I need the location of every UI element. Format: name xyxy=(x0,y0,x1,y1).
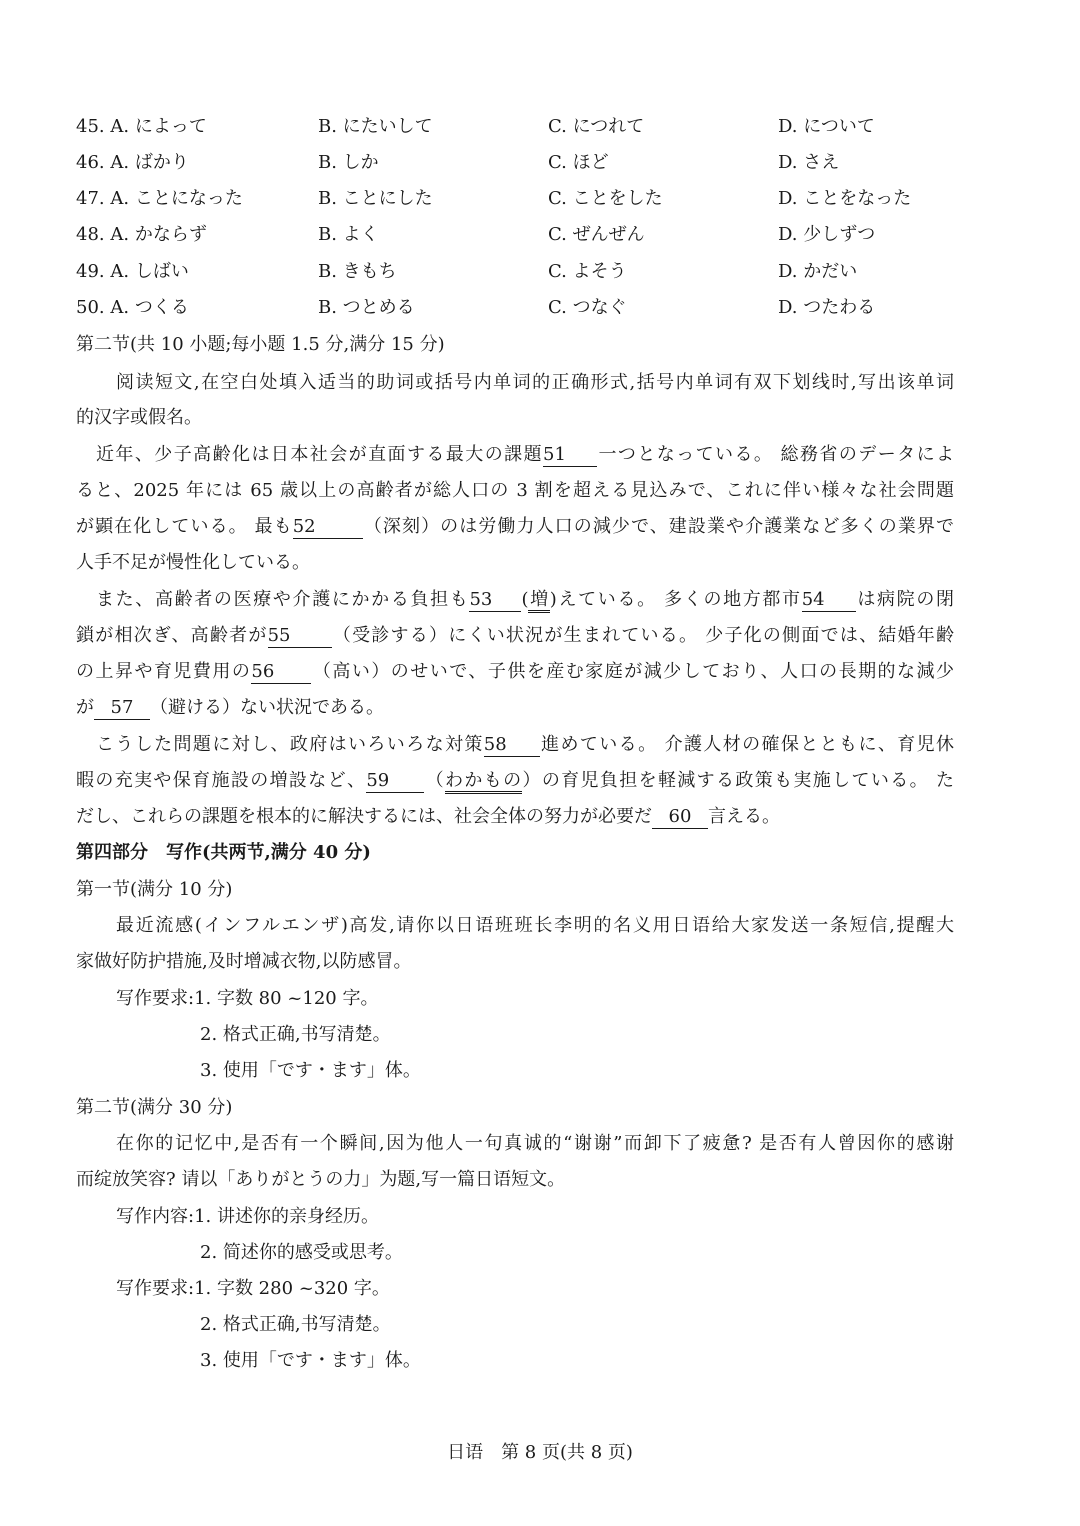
option-d: D. つたわる xyxy=(778,297,876,318)
option-b: B. にたいして xyxy=(318,116,433,137)
double-underlined-word: わかもの xyxy=(445,770,522,794)
option-a: 47. A. ことになった xyxy=(76,188,243,209)
option-d: D. さえ xyxy=(778,152,840,173)
option-a: 50. A. つくる xyxy=(76,297,189,318)
passage-line: 鎖が相次ぎ、高齢者が55 （受診する）にくい状況が生まれている。 少子化の側面では、結婚年齢 xyxy=(76,625,955,646)
option-b: B. よく xyxy=(318,224,379,245)
option-row-45 xyxy=(0,112,1080,142)
option-d: D. ことをなった xyxy=(778,188,912,209)
option-c: C. ほど xyxy=(548,152,609,173)
requirement-line: 写作要求:1. 字数 280 ~320 字。 xyxy=(116,1278,390,1299)
option-c: C. ぜんぜん xyxy=(548,224,645,245)
blank-54: 54 xyxy=(802,589,856,612)
blank-57: 57 xyxy=(94,697,150,720)
passage-line: こうした問題に対し、政府はいろいろな対策58 進めている。 介護人材の確保とともに、育児休 xyxy=(96,734,954,755)
passage-line: 近年、少子高齢化は日本社会が直面する最大の課題51 一つとなっている。 総務省のデータによ xyxy=(96,444,954,465)
content-line: 2. 简述你的感受或思考。 xyxy=(200,1242,403,1263)
option-row-48 xyxy=(0,220,1080,250)
instruction-line: 的汉字或假名。 xyxy=(76,407,202,428)
option-b: B. きもち xyxy=(318,261,397,282)
requirement-line: 2. 格式正确,书写清楚。 xyxy=(200,1314,391,1335)
content-line: 写作内容:1. 讲述你的亲身经历。 xyxy=(116,1206,379,1227)
requirement-line: 3. 使用「です・ます」体。 xyxy=(200,1060,421,1081)
section-header: 第二节(满分 30 分) xyxy=(76,1097,233,1118)
option-row-47 xyxy=(0,184,1080,214)
writing-prompt-line: 最近流感(インフルエンザ)高发,请你以日语班班长李明的名义用日语给大家发送一条短信,提醒大 xyxy=(116,915,954,936)
section-header: 第一节(满分 10 分) xyxy=(76,879,233,900)
passage-line: 暇の充実や保育施設の増設など、59 （わかもの）の育児負担を軽減する政策も実施している。 た xyxy=(76,766,954,793)
section-header: 第二节(共 10 小题;每小题 1.5 分,满分 15 分) xyxy=(76,334,445,355)
option-c: C. につれて xyxy=(548,116,645,137)
option-row-46 xyxy=(0,148,1080,178)
option-c: C. つなぐ xyxy=(548,297,627,318)
blank-60: 60 xyxy=(652,806,708,829)
blank-58: 58 xyxy=(484,734,540,757)
part-header: 第四部分 写作(共两节,满分 40 分) xyxy=(76,842,371,863)
option-a: 48. A. かならず xyxy=(76,224,207,245)
requirement-line: 写作要求:1. 字数 80 ~120 字。 xyxy=(116,988,379,1009)
passage-line: 人手不足が慢性化している。 xyxy=(76,552,310,573)
option-b: B. つとめる xyxy=(318,297,415,318)
blank-52: 52 xyxy=(293,516,363,539)
instruction-line: 阅读短文,在空白处填入适当的助词或括号内单词的正确形式,括号内单词有双下划线时,写出该单词 xyxy=(116,372,954,393)
writing-prompt-line: 家做好防护措施,及时增减衣物,以防感冒。 xyxy=(76,951,412,972)
blank-51: 51 xyxy=(543,444,597,467)
option-row-49 xyxy=(0,257,1080,287)
passage-line: また、高齢者の医療や介護にかかる負担も53 (増)えている。 多くの地方都市54 は病院の閉 xyxy=(96,585,954,612)
option-a: 49. A. しばい xyxy=(76,261,189,282)
option-d: D. かだい xyxy=(778,261,858,282)
writing-prompt-line: 在你的记忆中,是否有一个瞬间,因为他人一句真诚的“谢谢”而卸下了疲惫? 是否有人曾因你的感谢 xyxy=(116,1133,954,1154)
passage-line: が 57 （避ける）ない状況である。 xyxy=(76,697,384,718)
requirement-line: 2. 格式正确,书写清楚。 xyxy=(200,1024,391,1045)
passage-line: ると、2025 年には 65 歳以上の高齢者が総人口の 3 割を超える見込みで、これに伴い様々な社会問題 xyxy=(76,480,954,501)
blank-53: 53 xyxy=(469,589,521,612)
passage-line: の上昇や育児費用の56 （高い）のせいで、子供を産む家庭が減少しており、人口の長期的な減少 xyxy=(76,661,955,682)
requirement-line: 3. 使用「です・ます」体。 xyxy=(200,1350,421,1371)
option-d: D. 少しずつ xyxy=(778,224,876,245)
option-d: D. について xyxy=(778,116,875,137)
option-a: 46. A. ばかり xyxy=(76,152,189,173)
option-row-50 xyxy=(0,293,1080,323)
blank-55: 55 xyxy=(268,625,332,648)
option-c: C. よそう xyxy=(548,261,627,282)
option-b: B. ことにした xyxy=(318,188,433,209)
passage-line: だし、これらの課題を根本的に解決するには、社会全体の努力が必要だ 60 言える。 xyxy=(76,806,780,827)
double-underlined-word: 増 xyxy=(528,589,549,613)
option-b: B. しか xyxy=(318,152,379,173)
blank-59: 59 xyxy=(366,770,424,793)
page-footer: 日语 第 8 页(共 8 页) xyxy=(447,1442,633,1463)
writing-prompt-line: 而绽放笑容? 请以「ありがとうの力」为题,写一篇日语短文。 xyxy=(76,1169,566,1190)
option-c: C. ことをした xyxy=(548,188,663,209)
passage-line: が顕在化している。 最も52 （深刻）のは労働力人口の減少で、建設業や介護業など多くの業界で xyxy=(76,516,954,537)
option-a: 45. A. によって xyxy=(76,116,207,137)
blank-56: 56 xyxy=(251,661,311,684)
